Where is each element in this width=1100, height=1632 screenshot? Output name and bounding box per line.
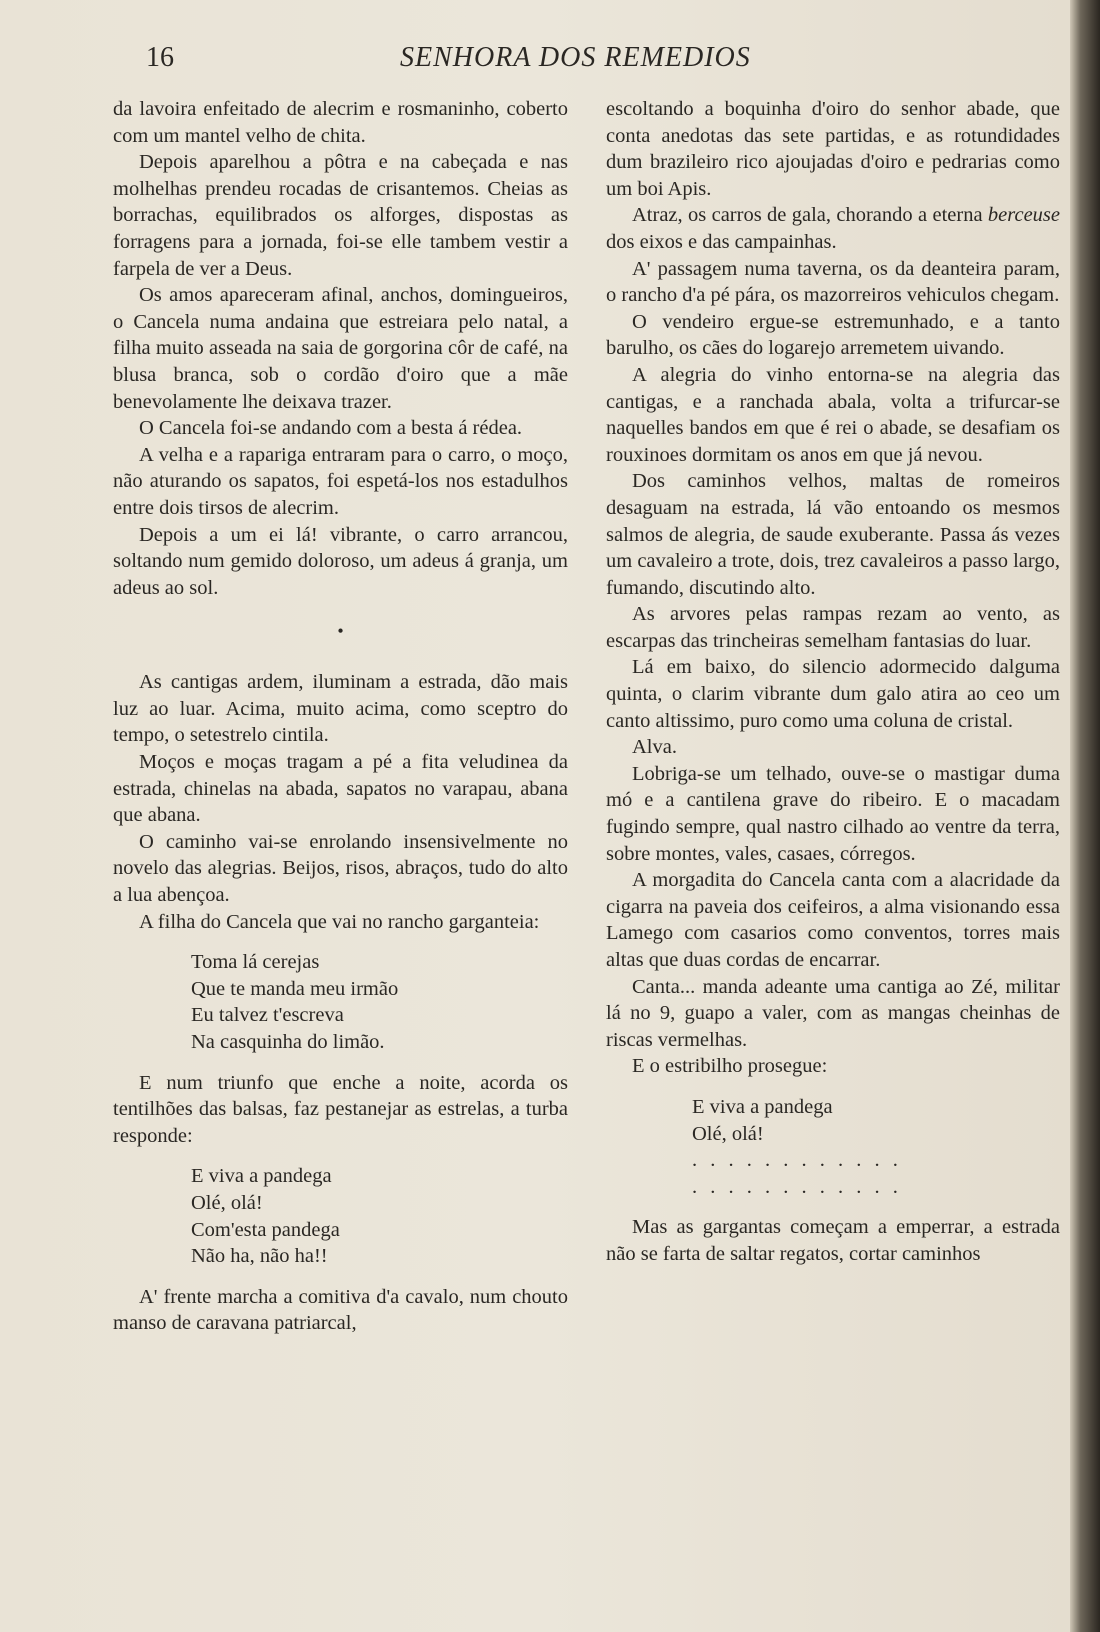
verse-block <box>191 1163 568 1269</box>
binding-edge <box>1070 0 1100 1632</box>
paragraph: E num triunfo que enche a noite, acorda os tentilhões das balsas, faz pestanejar as estrelas, a turba responde: <box>113 1071 568 1147</box>
paragraph: A filha do Cancela que vai no rancho garganteia: <box>139 910 540 933</box>
section-separator: • <box>337 621 344 642</box>
paragraph: As cantigas ardem, iluminam a estrada, dão mais luz ao luar. Acima, muito acima, como sceptro do tempo, o setestrelo cintila. <box>113 671 568 747</box>
paragraph: Depois a um ei lá! vibrante, o carro arrancou, soltando num gemido doloroso, um adeus á granja, um adeus ao sol. <box>113 523 568 599</box>
paragraph: A' passagem numa taverna, os da deanteira param, o rancho d'a pé pára, os mazorreiros vehiculos chegam. <box>606 257 1060 307</box>
page-header <box>110 38 1060 78</box>
verse-block <box>191 949 568 1055</box>
paragraph: da lavoira enfeitado de alecrim e rosmaninho, coberto com um mantel velho de chita. <box>113 98 568 147</box>
paragraph: Mas as gargantas começam a emperrar, a estrada não se farta de saltar regatos, cortar caminhos <box>606 1216 1060 1265</box>
page-number: 16 <box>146 42 174 73</box>
verse-line: E viva a pandega <box>692 1095 833 1118</box>
verse-line: Com'esta pandega <box>191 1218 340 1241</box>
running-title: SENHORA DOS REMEDIOS <box>400 42 751 73</box>
paragraph: Moços e moças tragam a pé a fita veludinea da estrada, chinelas na abada, sapatos no varapau, abana que abana. <box>113 751 568 827</box>
verse-line: Olé, olá! <box>191 1191 263 1214</box>
verse-line: Toma lá cerejas <box>191 951 320 974</box>
paragraph: As arvores pelas rampas rezam ao vento, as escarpas das trincheiras semelham fantasias do luar. <box>606 603 1060 652</box>
paragraph: Dos caminhos velhos, maltas de romeiros desaguam na estrada, lá vão entoando os mesmos salmos de alegria, de saude exuberante. Passa ás vezes um cavaleiro a trote, dois, trez cavaleiros a passo largo, fumando, discutindo alto. <box>606 470 1060 599</box>
verse-line: E viva a pandega <box>191 1165 332 1188</box>
paragraph: Os amos apareceram afinal, anchos, domingueiros, o Cancela numa andaina que estreiara pelo natal, a filha muito asseada na saia de gorgorina côr de café, na blusa branca, sob o cordão d'oiro que a mãe benevolamente lhe deixava trazer. <box>113 284 568 413</box>
paragraph: Lobriga-se um telhado, ouve-se o mastigar duma mó e a cantilena grave do ribeiro. E o macadam fugindo sempre, qual nastro cilhado ao ventre da terra, sobre montes, vales, casaes, córregos. <box>606 762 1060 865</box>
text-span: dos eixos e das campainhas. <box>606 230 837 253</box>
paragraph: O caminho vai-se enrolando insensivelmente no novelo das alegrias. Beijos, risos, abraços, tudo do alto a lua abençoa. <box>113 830 568 907</box>
text-span: Atraz, os carros de gala, chorando a eterna <box>632 204 988 227</box>
paragraph: A velha e a rapariga entraram para o carro, o moço, não aturando os sapatos, foi espetá-los nos estadulhos entre dois tirsos de alecrim. <box>113 443 568 519</box>
italic-word: berceuse <box>987 204 1060 227</box>
verse-block <box>692 1094 1060 1200</box>
paragraph: A morgadita do Cancela canta com a alacridade da cigarra na paveia dos ceifeiros, a alma visionando essa Lamego com casarios como conventos, torres mais altas que duas cordas de encarrar. <box>606 869 1060 971</box>
verse-line: Que te manda meu irmão <box>191 977 399 1000</box>
paragraph: O vendeiro ergue-se estremunhado, e a tanto barulho, os cães do logarejo arremetem uivando. <box>606 310 1060 360</box>
paragraph: O Cancela foi-se andando com a besta á rédea. <box>139 417 523 440</box>
paragraph: E o estribilho prosegue: <box>632 1055 828 1078</box>
paragraph: A alegria do vinho entorna-se na alegria das cantigas, e a ranchada abala, volta a trifurcar-se naquelles bandos em que é rei o abade, se desafiam os rouxinoes dormitam os anos em que já nevou. <box>606 363 1060 466</box>
verse-line: Na casquinha do limão. <box>191 1031 385 1053</box>
paragraph: Depois aparelhou a pôtra e na cabeçada e nas molhelhas prendeu rocadas de crisantemos. Cheias as borrachas, equilibrados os alforges, dispostas as forragens para a jornada, foi-se elle tambem vestir a farpela de ver a Deus. <box>113 151 568 280</box>
ellipsis-line: . . . . . . . . . . . . <box>692 1175 902 1198</box>
verse-line: Não ha, não ha!! <box>191 1245 328 1268</box>
ellipsis-line: . . . . . . . . . . . . <box>692 1149 902 1172</box>
right-column <box>606 96 1060 1268</box>
left-column <box>113 96 568 1337</box>
paragraph: Canta... manda adeante uma cantiga ao Zé, militar lá no 9, guapo a valer, com as mangas cheinhas de riscas vermelhas. <box>606 975 1060 1051</box>
paragraph: escoltando a boquinha d'oiro do senhor abade, que conta anedotas das sete partidas, e as rotundidades dum brazileiro rico ajoujadas d'oiro e pedrarias como um boi Apis. <box>606 98 1060 200</box>
paragraph: A' frente marcha a comitiva d'a cavalo, num chouto manso de caravana patriarcal, <box>113 1285 568 1335</box>
paragraph: Lá em baixo, do silencio adormecido dalguma quinta, o clarim vibrante dum galo atira ao ceo um canto altissimo, puro como uma coluna de cristal. <box>606 656 1060 732</box>
paragraph: Alva. <box>632 736 677 759</box>
verse-line: Eu talvez t'escreva <box>191 1004 344 1027</box>
verse-line: Olé, olá! <box>692 1122 764 1145</box>
paragraph <box>606 202 1060 255</box>
